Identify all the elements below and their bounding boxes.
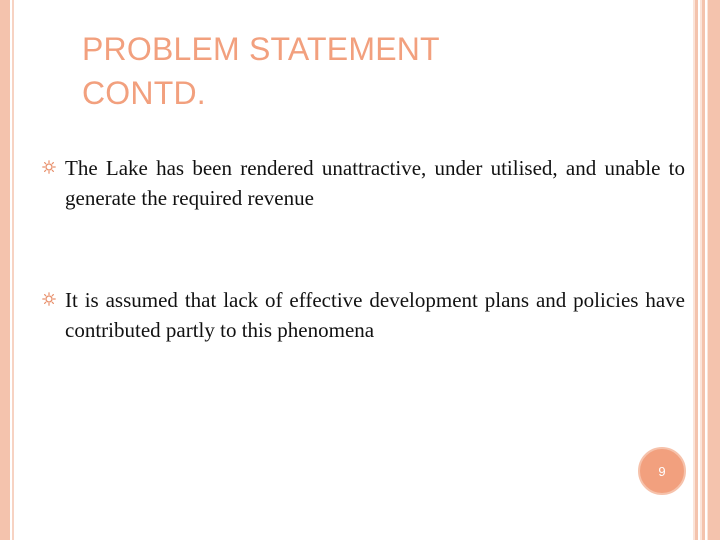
page-number: 9 [658,463,666,479]
sun-bullet-icon [42,160,56,174]
bullet-text: It is assumed that lack of effective development plans and policies have contributed partly to this phenomena [65,288,685,342]
slide-title-line-1: PROBLEM STATEMENT [82,31,440,67]
slide-title-line-2: CONTD. [82,75,206,111]
bullet-text: The Lake has been rendered unattractive, under utilised, and unable to generate the required revenue [65,156,685,210]
left-border-line [12,0,14,540]
page-number-badge [638,447,686,495]
right-border-strip [708,0,720,540]
bullet-item [40,285,685,345]
slide-title [82,27,642,115]
left-border-strip [0,0,10,540]
bullet-item [40,153,685,213]
sun-bullet-icon [42,292,56,306]
